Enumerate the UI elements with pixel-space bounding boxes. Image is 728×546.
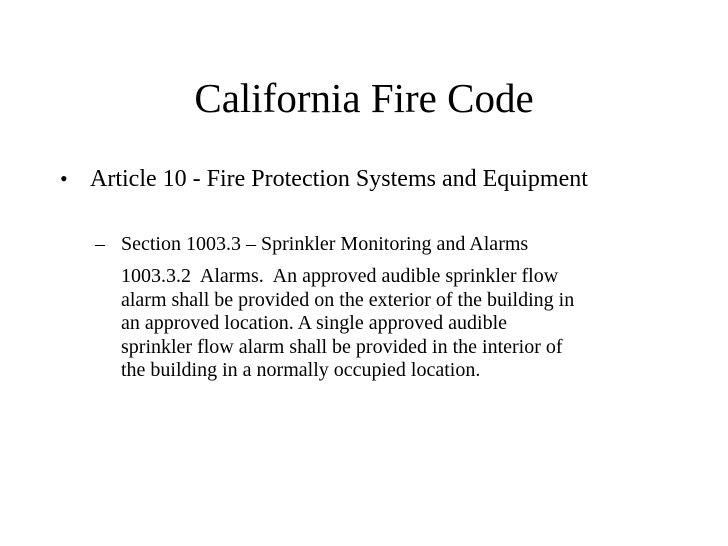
bullet-marker: •	[60, 166, 68, 191]
section-paragraph	[121, 265, 681, 383]
paragraph-line: alarm shall be provided on the exterior of the building in	[121, 288, 575, 311]
paragraph-line: sprinkler flow alarm shall be provided in the interior of	[121, 335, 563, 358]
slide-title: California Fire Code	[194, 75, 534, 121]
paragraph-line: 1003.3.2 Alarms. An approved audible sprinkler flow	[121, 265, 559, 287]
paragraph-line: an approved location. A single approved audible	[121, 312, 508, 334]
paragraph-line: the building in a normally occupied location.	[121, 359, 481, 381]
sub-bullet-text: Section 1003.3 – Sprinkler Monitoring and Alarms	[121, 233, 529, 255]
bullet-text: Article 10 - Fire Protection Systems and Equipment	[90, 166, 588, 192]
sub-bullet-marker: –	[95, 233, 105, 255]
